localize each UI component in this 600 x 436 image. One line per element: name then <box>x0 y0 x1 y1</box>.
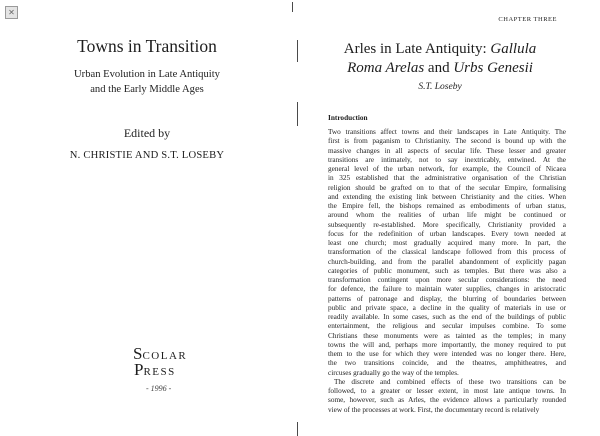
body-line: readily available. In some cases, such as the end of the buildings of public <box>328 313 566 321</box>
body-line: subsequently re-established. More specifically, Christianity provided a <box>328 220 566 229</box>
body-text <box>328 128 566 415</box>
body-line: patterns of patronage and display, the blurring of boundaries between <box>328 294 566 303</box>
body-line: transitions are intimately, not to say inextricably, entwined. At the <box>328 155 566 164</box>
logo-word: COLAR <box>142 350 188 362</box>
body-line: and extending the existing link between Christianity and the cities. When <box>328 192 566 201</box>
body-line: religion should be grafted on to that of the secular Empire, formalising <box>328 183 566 192</box>
body-line: Christians these monuments were as tainted as the temples; in many <box>328 331 566 340</box>
body-line: public and private space, a decline in the quality of materials in use or <box>328 303 566 312</box>
logo-initial: P <box>134 360 144 379</box>
chapter-label: CHAPTER THREE <box>498 16 557 23</box>
body-line: around whom the realities of urban life might be continued or <box>328 211 566 220</box>
body-line: followed, to a greater or lesser extent, in most late antique towns. In <box>328 387 566 395</box>
publisher-logo-line <box>133 360 193 379</box>
body-line: first is from paganism to Christianity. The second is bound up with the <box>328 137 566 146</box>
subtitle-line: Urban Evolution in Late Antiquity <box>74 69 220 80</box>
page-marker-icon: ✕ <box>5 6 18 19</box>
body-line: towns the will and, perhaps more importantly, the money required to put <box>328 340 566 349</box>
subtitle-line: and the Early Middle Ages <box>90 84 204 95</box>
section-heading: Introduction <box>328 113 368 122</box>
logo-initial: S <box>133 344 143 363</box>
body-line: in 325 established that the administrative organisation of the Christian <box>328 174 566 183</box>
body-line: transformation contingent upon more secular considerations: the need <box>328 276 566 284</box>
body-line: general level of the urban network, for example, the Council of Nicaea <box>328 165 566 173</box>
body-line: circuses gradually go the way of the temples. <box>328 368 459 377</box>
body-line: focus for the redefinition of urban landscapes. Every town needed at <box>328 229 566 238</box>
body-line: least one church; most gradually acquired many more. In part, the <box>328 239 566 247</box>
body-line: massive changes in all aspects of secular life. These lesser and greater <box>328 146 566 155</box>
chapter-author: S.T. Loseby <box>418 82 462 92</box>
body-line: the Empire fell, the bishops remained as embodiments of urban status, <box>328 202 566 210</box>
body-line: for defence, the failure to maintain water supplies, changes in aristocratic <box>328 285 566 294</box>
body-line: categories of public monument, such as temples. But there was also a <box>328 266 566 275</box>
handwritten-note: - 1996 - <box>146 384 172 393</box>
body-line: view of the processes at work. First, the documentary record is relatively <box>328 405 540 414</box>
body-line: the two transitions coincide, and the theatres, amphitheatres, and <box>328 359 566 368</box>
chapter-title-italic: Gallula <box>490 41 537 57</box>
book-title: Towns in Transition <box>77 36 217 56</box>
chapter-title-part: and <box>424 60 454 76</box>
body-line: church-building, and from the parallel abandonment of explicitly pagan <box>328 257 566 266</box>
editors-names: N. CHRISTIE AND S.T. LOSEBY <box>69 150 225 161</box>
body-line: The discrete and combined effects of these two transitions can be <box>334 377 566 386</box>
body-line: them to the use for which they were intended was no longer there. Here, <box>328 350 566 358</box>
logo-word: RESS <box>143 366 176 378</box>
body-line: Two transitions affect towns and their landscapes in Late Antiquity. The <box>328 128 566 136</box>
body-line: transformation of the classical landscape followed from this process of <box>328 248 566 257</box>
body-line: some, however, such as Arles, the evidence allows a particularly rounded <box>328 396 566 405</box>
chapter-title-italic: Roma Arelas <box>347 60 425 76</box>
chapter-title-italic: Urbs Genesii <box>453 60 533 76</box>
publisher-logo <box>133 344 193 379</box>
chapter-title <box>320 40 560 78</box>
chapter-title-part: Arles in Late Antiquity: <box>343 41 491 57</box>
chapter-page <box>310 0 600 436</box>
body-line: entertainment, the religious and secular impulses combine. To some <box>328 322 566 331</box>
book-subtitle <box>20 67 274 97</box>
edited-by-label: Edited by <box>123 126 171 140</box>
